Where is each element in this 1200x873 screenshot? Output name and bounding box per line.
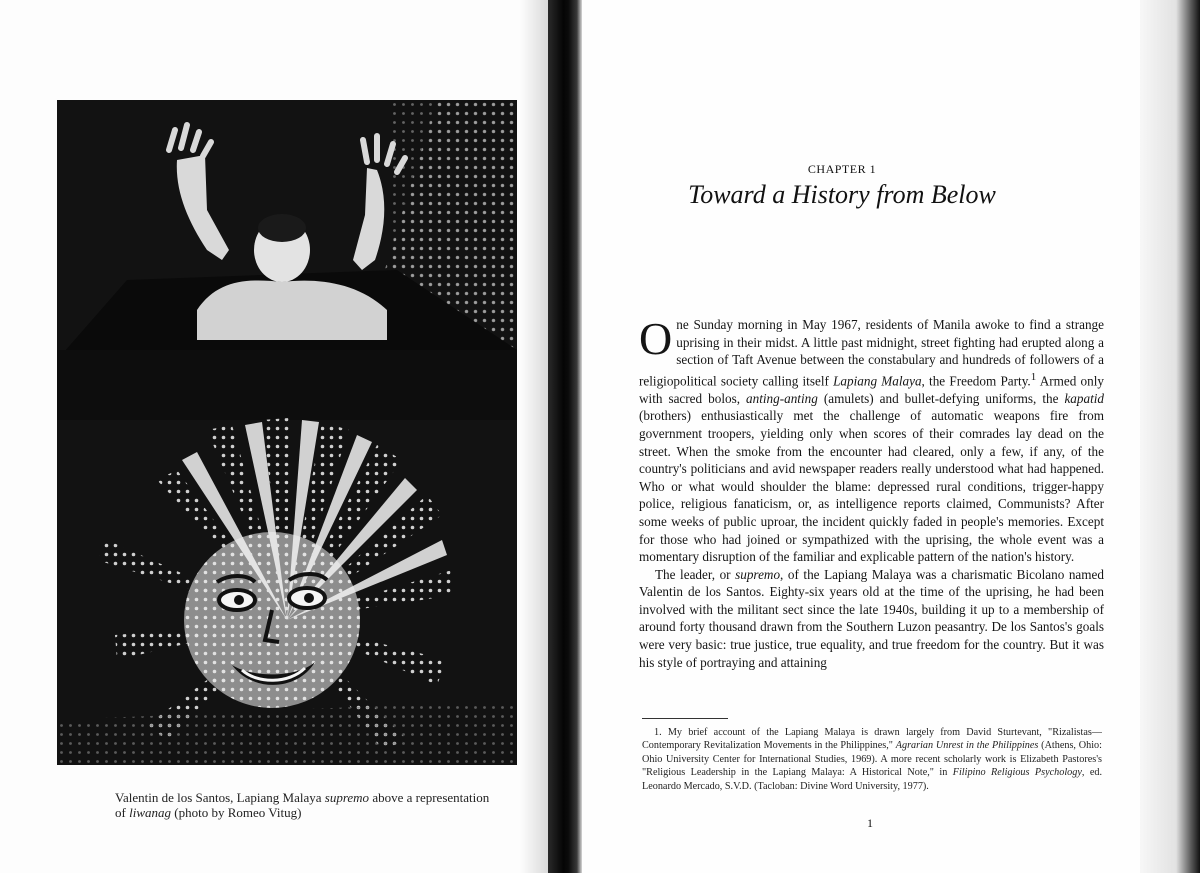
caption-text: Valentin de los Santos, Lapiang Malaya	[115, 790, 325, 805]
book-gutter	[548, 0, 582, 873]
paragraph-2	[639, 566, 1104, 672]
text-run: (amulets) and bullet-defying uniforms, the	[817, 390, 1065, 406]
page-number: 1	[867, 816, 873, 830]
italic-term: anting-anting	[746, 390, 818, 406]
text-run: , the Freedom Party.	[921, 373, 1031, 389]
photograph-icon	[57, 100, 517, 765]
caption-italic-liwanag: liwanag	[129, 805, 171, 820]
drop-cap: O	[639, 313, 673, 364]
chapter-label: CHAPTER 1	[807, 162, 877, 176]
footnote-rule	[642, 718, 728, 719]
text-run: ne Sunday morning in May 1967, residents of Manila awoke to find a strange uprising in their midst. A little past midnight, street fighting had erupted along a section of Taft Avenue between the constabulary and hundreds of followers of a religiopolitical society calling itself	[639, 317, 1104, 389]
text-run: (Athens, Ohio: Ohio University Center for International Studies, 1969). A more recent scholarly work is Elizabeth Pastores's "Religious Leadership in the Lapiang Malaya: A Historical Note," in	[642, 740, 1102, 779]
body-text	[639, 313, 1104, 671]
caption-text: above a representation of	[115, 790, 490, 820]
italic-title: Agrarian Unrest in the Philippines	[895, 740, 1039, 752]
gutter-shadow	[520, 0, 550, 873]
text-run: (brothers) enthusiastically met the challenge of automatic weapons fire from government troopers, yielding only when scores of their comrades lay dead on the street. When the smoke from the encounter had cleared, only a few, if any, of the country's politicians and avid newspaper readers really understood what had happened. Who or what would shoulder the blame: depressed rural conditions, trigger-happy police, religious fanaticism, or, as intelligence reports claimed, Communists? After some weeks of public uproar, the incident quickly faded in people's memories. Except for those who had joined or sympathized with the uprising, the whole event was a momentary disruption of the familiar and explicable pattern of the nation's history.	[639, 408, 1104, 565]
text-run: 1. My brief account of the Lapiang Malaya is drawn largely from David Sturtevant, "Rizalistas—Contemporary Revitalization Movements in the Philippines,"	[642, 727, 1102, 752]
italic-term: supremo	[735, 566, 781, 582]
page-edge-shadow	[1140, 0, 1200, 873]
left-page	[0, 0, 552, 873]
caption-italic-supremo: supremo	[324, 790, 370, 805]
text-run: Armed only with sacred bolos,	[639, 373, 1104, 406]
footnote-marker: 1	[1030, 370, 1037, 383]
chapter-title: Toward a History from Below	[688, 180, 996, 209]
footnote	[642, 726, 1102, 793]
italic-term: kapatid	[1064, 390, 1104, 406]
italic-title: Filipino Religious Psychology	[952, 767, 1082, 779]
photo-caption	[115, 790, 495, 820]
photograph	[57, 100, 517, 765]
caption-text: (photo by Romeo Vitug)	[171, 805, 302, 820]
italic-term: Lapiang Malaya	[833, 373, 922, 389]
paragraph-1	[639, 313, 1104, 566]
right-page	[582, 0, 1142, 873]
text-run: , ed. Leonardo Mercado, S.V.D. (Tacloban: Divine Word University, 1977).	[642, 767, 1102, 792]
text-run: The leader, or	[655, 566, 736, 582]
text-run: , of the Lapiang Malaya was a charismatic Bicolano named Valentin de los Santos. Eighty-six years old at the time of the uprising, he had been involved with the militant sect since the late 1940s, building it up to a membership of around forty thousand drawn from the Southern Luzon peasantry. De los Santos's goals were very basic: true justice, true equality, and true freedom for the country. But it was his style of portraying and attaining	[639, 566, 1104, 670]
footnote-1	[642, 726, 1102, 793]
